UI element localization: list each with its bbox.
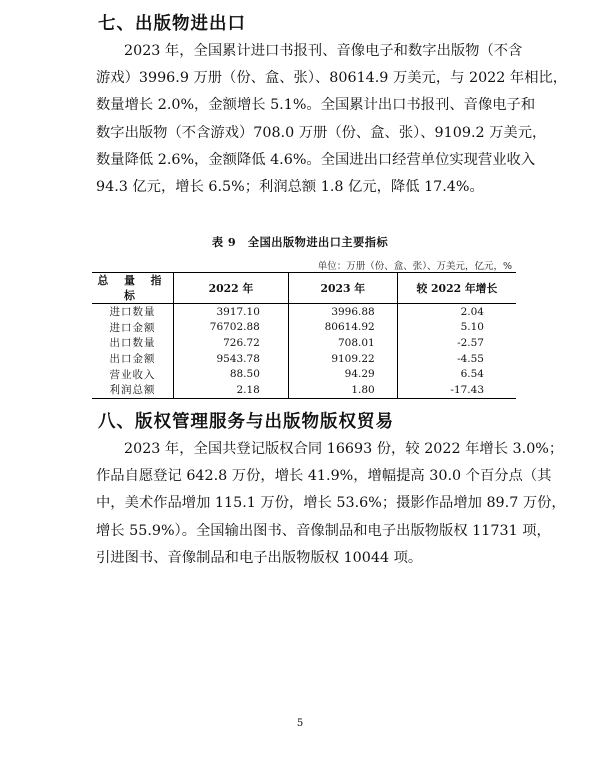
header-2023: 2023 年 [288,273,397,304]
section-8-paragraph [96,436,566,572]
section-7-paragraph [96,38,568,201]
paragraph-line: 94.3 亿元，增长 6.5%；利润总额 1.8 亿元，降低 17.4%。 [96,179,484,196]
cell-growth: 6.54 [397,366,516,382]
row-label: 出口数量 [109,337,156,350]
cell-2022: 9543.78 [174,351,289,367]
cell-2023: 708.01 [288,335,397,351]
paragraph-line: 引进图书、音像制品和电子出版物版权 10044 项。 [96,549,423,566]
cell-growth: -4.55 [397,351,516,367]
row-label: 出口金额 [109,353,156,366]
import-export-table [92,272,516,399]
cell-2023: 80614.92 [288,320,397,336]
table-unit-note: 单位：万册（份、盒、张）、万美元，亿元，% [317,261,512,272]
cell-growth: 2.04 [397,304,516,320]
paragraph-line: 2023 年，全国累计进口书报刊、音像电子和数字出版物（不含 [124,43,523,59]
paragraph-line: 数字出版物（不含游戏）708.0 万册（份、盒、张）、9109.2 万美元， [96,124,547,141]
paragraph-line: 游戏）3996.9 万册（份、盒、张）、80614.9 万美元，与 2022 年相比， [96,70,568,87]
cell-growth: -17.43 [397,382,516,398]
paragraph-line: 数量降低 2.6%，金额降低 4.6%。全国进出口经营单位实现营业收入 [96,151,536,168]
paragraph-line: 中，美术作品增加 115.1 万份，增长 53.6%；摄影作品增加 89.7 万份， [96,495,566,512]
paragraph-line: 增长 55.9%）。全国输出图书、音像制品和电子出版物版权 11731 项， [96,522,551,539]
section-7-heading: 七、出版物进出口 [98,14,246,34]
table-row [92,351,516,367]
row-label: 进口数量 [109,306,156,319]
cell-2022: 3917.10 [174,304,289,320]
cell-2023: 94.29 [288,366,397,382]
cell-2022: 88.50 [174,366,289,382]
table-row [92,335,516,351]
cell-2023: 9109.22 [288,351,397,367]
paragraph-line: 作品自愿登记 642.8 万份，增长 41.9%，增幅提高 30.0 个百分点（其 [96,468,552,485]
cell-growth: 5.10 [397,320,516,336]
row-label: 营业收入 [109,368,156,381]
page-number: 5 [296,718,304,729]
cell-2023: 3996.88 [288,304,397,320]
table-row [92,320,516,336]
table-caption: 表 9 全国出版物进出口主要指标 [211,235,389,249]
cell-2022: 2.18 [174,382,289,398]
header-2022: 2022 年 [174,273,289,304]
row-label: 利润总额 [92,382,174,398]
paragraph-line: 2023 年，全国共登记版权合同 16693 份，较 2022 年增长 3.0%； [124,441,564,457]
row-label: 进口金额 [109,321,156,334]
paragraph-line: 数量增长 2.0%，金额增长 5.1%。全国累计出口书报刊、音像电子和 [96,97,536,114]
table-row [92,304,516,320]
header-indicator: 总 量 指 标 [92,273,174,304]
cell-2022: 76702.88 [174,320,289,336]
section-8-heading: 八、版权管理服务与出版物版权贸易 [98,412,394,432]
cell-2022: 726.72 [174,335,289,351]
table-header-row [92,273,516,304]
cell-growth: -2.57 [397,335,516,351]
table-row [92,382,516,398]
header-growth: 较 2022 年增长 [397,273,516,304]
table-row [92,366,516,382]
cell-2023: 1.80 [288,382,397,398]
